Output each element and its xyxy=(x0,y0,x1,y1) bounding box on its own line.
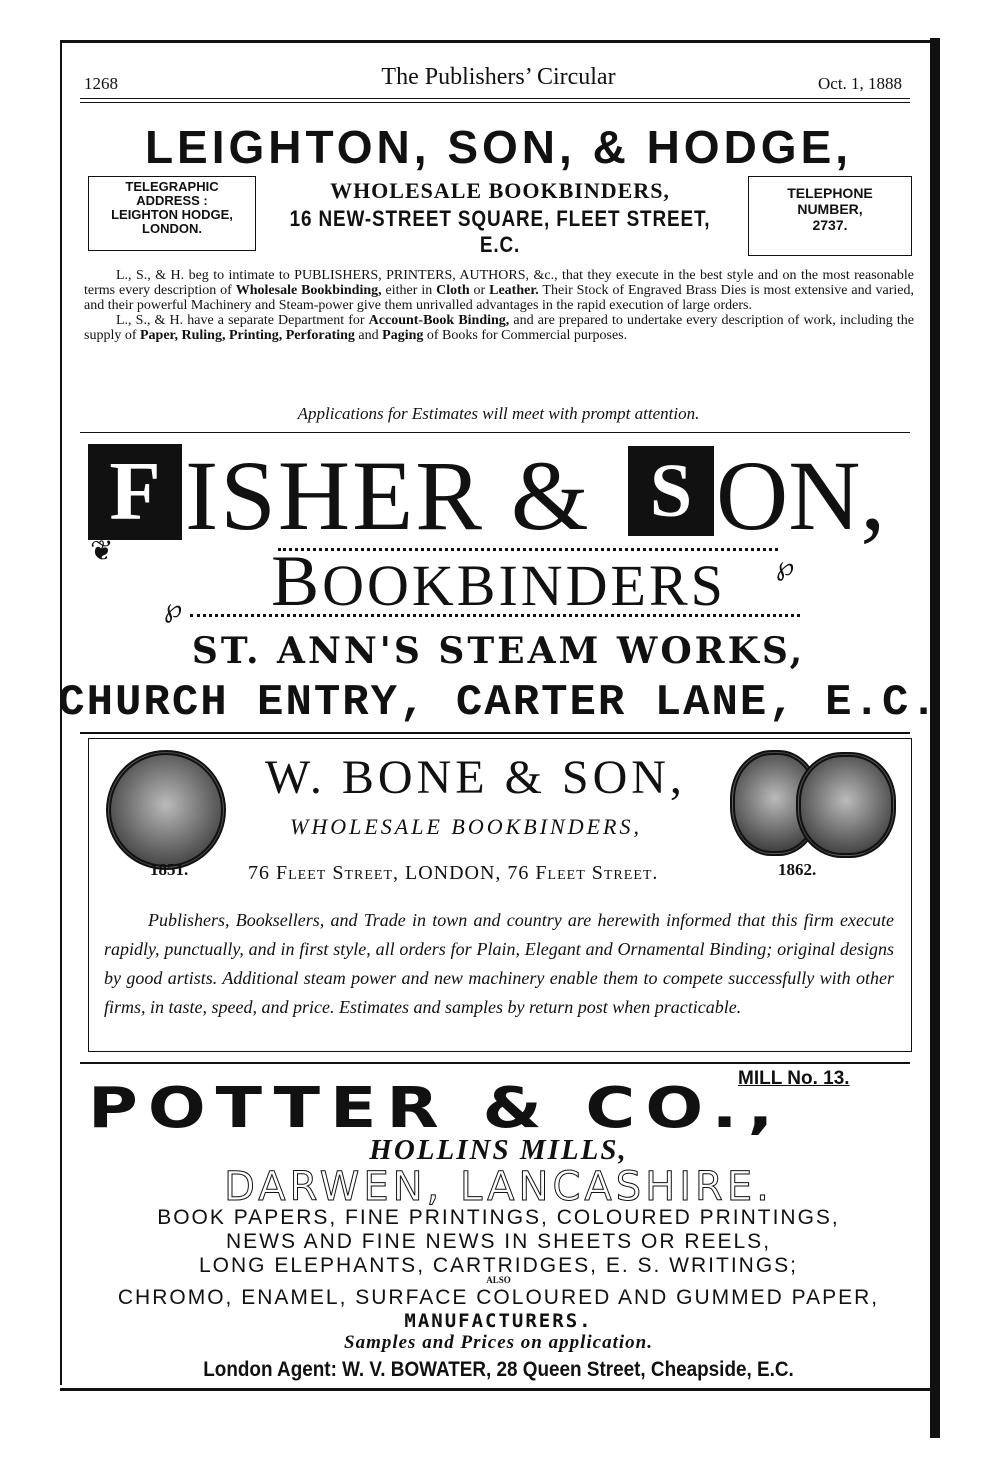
bone-address: 76 Fleet Street, LONDON, 76 Fleet Street. xyxy=(248,862,659,884)
page-title: The Publishers’ Circular xyxy=(381,64,616,90)
bone-body xyxy=(104,906,894,1022)
medal-year-right: 1862. xyxy=(778,860,817,879)
potter-title: POTTER & CO., xyxy=(88,1076,784,1141)
potter-samples: Samples and Prices on application. xyxy=(344,1332,653,1353)
potter-place: DARWEN, LANCASHIRE. xyxy=(224,1164,773,1210)
telephone-line: TELEPHONE xyxy=(787,185,873,201)
potter-products-line: LONG ELEPHANTS, CARTRIDGES, E. S. WRITINGS; xyxy=(198,1254,799,1277)
potter-products-line: CHROMO, ENAMEL, SURFACE COLOURED AND GUMMED PAPER, xyxy=(117,1286,880,1309)
ornamental-initial-s: S xyxy=(628,446,714,536)
page-number: 1268 xyxy=(84,74,118,93)
fisher-address: CHURCH ENTRY, CARTER LANE, E.C. xyxy=(58,678,939,728)
section-rule xyxy=(80,1062,910,1064)
leighton-paragraph-1: L., S., & H. beg to intimate to PUBLISHERS, PRINTERS, AUTHORS, &c., that they execute in the best style and on the most reasonable terms every description of Wholesale Bookbinding, either in Cloth or Leather. Their Stock of Engraved Brass Dies is most extensive and varied, and their powerful Machinery and Steam-power give them unrivalled advantages in the rapid execution of large orders. xyxy=(84,268,914,313)
telephone-line: NUMBER, xyxy=(797,201,863,217)
section-rule xyxy=(80,732,910,734)
scroll-right-icon: ℘ xyxy=(776,552,795,581)
issue-date: Oct. 1, 1888 xyxy=(818,74,903,93)
leighton-subtitle: WHOLESALE BOOKBINDERS, xyxy=(330,178,670,203)
bookbinders-title: BOOKBINDERS xyxy=(271,541,726,621)
medal-year-left: 1851. xyxy=(150,860,189,879)
telegraphic-line: LEIGHTON HODGE, xyxy=(111,207,233,222)
bone-paragraph: Publishers, Booksellers, and Trade in town and country are herewith informed that this firm execute rapidly, punctually, and in first style, all orders for Plain, Elegant and Ornamental Binding; original designs by good artists. Additional steam power and new machinery enable them to compete successfully with other firms, in taste, speed, and price. Estimates and samples by return post when practicable. xyxy=(104,910,894,1017)
leighton-address: 16 NEW-STREET SQUARE, FLEET STREET, E.C. xyxy=(289,206,711,257)
telegraphic-line: TELEGRAPHIC xyxy=(125,179,219,194)
header-rule-double xyxy=(80,102,910,103)
london-agent: London Agent: W. V. BOWATER, 28 Queen Street, Cheapside, E.C. xyxy=(203,1358,794,1381)
section-rule xyxy=(80,432,910,433)
ornamental-initial-f: F xyxy=(88,444,182,540)
fisher-works: ST. ANN'S STEAM WORKS, xyxy=(191,630,806,672)
leighton-title: LEIGHTON, SON, & HODGE, xyxy=(144,121,853,173)
telegraphic-address-box xyxy=(88,176,256,251)
leighton-applications: Applications for Estimates will meet with prompt attention. xyxy=(297,404,700,423)
header-rule xyxy=(80,98,910,99)
medal-1862-reverse-icon xyxy=(796,752,896,858)
bone-subtitle: WHOLESALE BOOKBINDERS, xyxy=(290,814,642,839)
mill-number: MILL No. 13. xyxy=(738,1068,850,1089)
manufacturers-label: MANUFACTURERS. xyxy=(404,1310,593,1332)
bottom-border xyxy=(60,1388,936,1391)
telegraphic-line: LONDON. xyxy=(142,221,202,236)
fisher-title-end: ON, xyxy=(716,440,886,551)
potter-mills: HOLLINS MILLS, xyxy=(369,1134,628,1166)
bone-title: W. BONE & SON, xyxy=(265,751,686,804)
telephone-line: 2737. xyxy=(812,217,848,233)
potter-products-line: NEWS AND FINE NEWS IN SHEETS OR REELS, xyxy=(225,1230,772,1253)
scroll-left-icon: ℘ xyxy=(164,594,183,623)
potter-products-line: BOOK PAPERS, FINE PRINTINGS, COLOURED PRINTINGS, xyxy=(157,1206,840,1229)
title-ornament-rule-bottom xyxy=(190,614,800,617)
fisher-title: ISHER & xyxy=(185,440,618,551)
telegraphic-line: ADDRESS : xyxy=(136,193,208,208)
leighton-paragraph-2: L., S., & H. have a separate Department for Account-Book Binding, and are prepared to undertake every description of work, including the supply of Paper, Ruling, Printing, Perforating and Paging of Books for Commercial purposes. xyxy=(84,313,914,343)
medal-1851-icon xyxy=(106,750,226,870)
telephone-box xyxy=(748,176,912,256)
also-label: ALSO xyxy=(486,1275,511,1285)
scroll-ornament-icon: ❦ xyxy=(90,536,114,567)
leighton-body xyxy=(84,268,914,343)
